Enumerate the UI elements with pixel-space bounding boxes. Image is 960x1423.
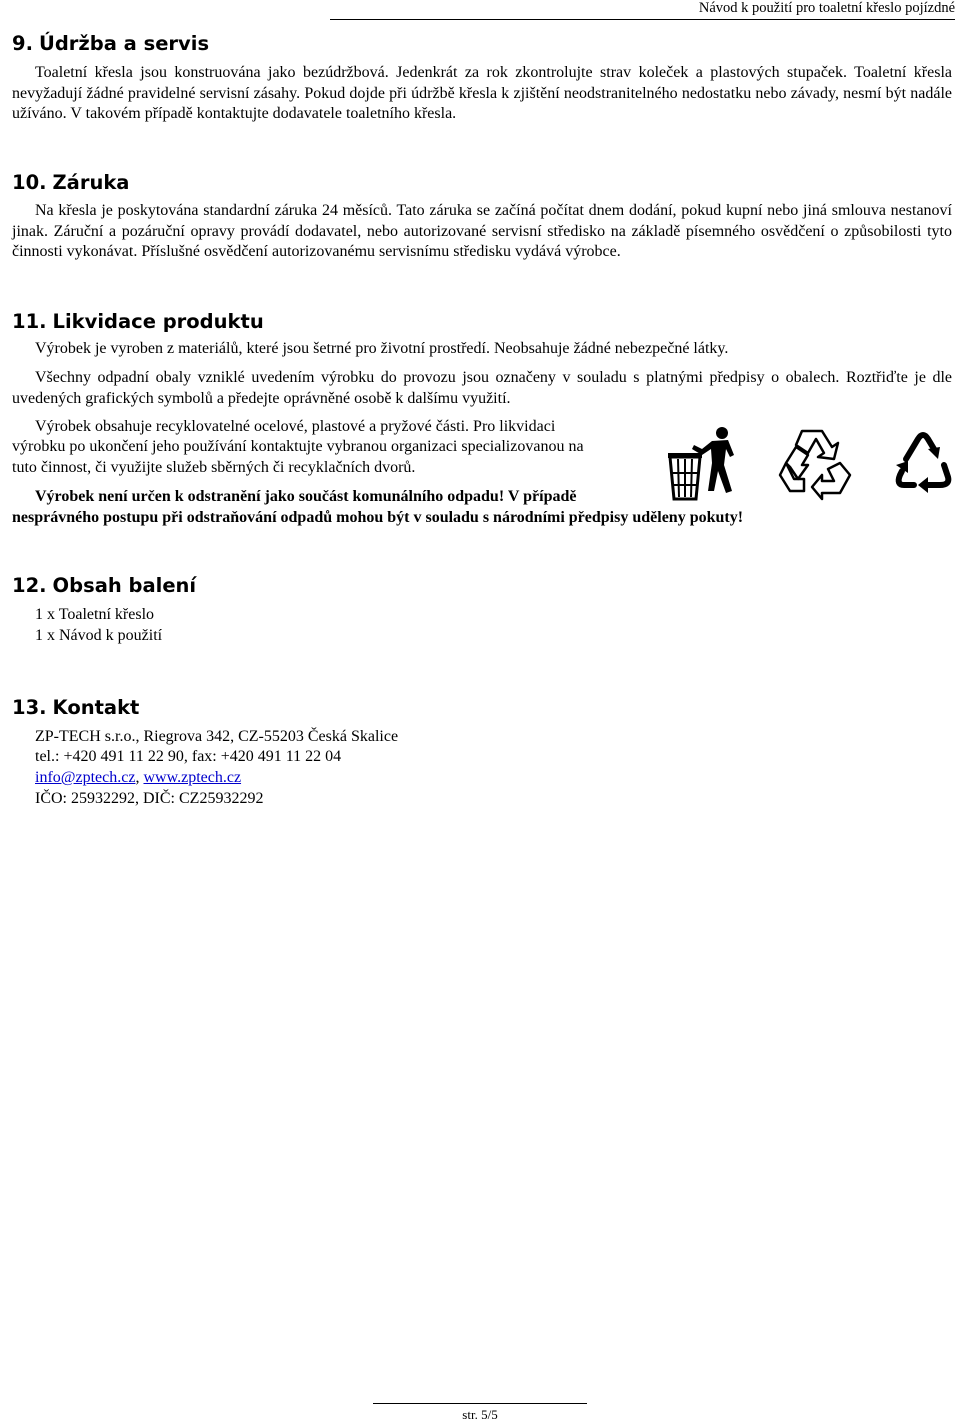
contact-company: ZP-TECH s.r.o., Riegrova 342, CZ-55203 Česká Skalice — [35, 728, 399, 745]
section-10-heading — [12, 171, 129, 195]
section-12-title: Obsah balení — [52, 574, 197, 597]
package-item-1: 1 x Toaletní křeslo — [35, 606, 155, 623]
section-10-number: 10. — [12, 171, 47, 194]
section-10-text: Na křesla je poskytována standardní záruka 24 měsíců. Tato záruka se začíná počítat dnem dodání, pokud kupní nebo jiná smlouva nestanoví jinak. Záruční a pozáruční opravy provádí dodavatel, nebo autorizované servisní středisko na základě písemného osvědčení o způsobilosti tyto činnosti vykonávat. Příslušné osvědčení autorizovanému servisnímu středisku vydává výrobce. — [12, 202, 952, 260]
header-title: Návod k použití pro toaletní křeslo pojízdné — [698, 0, 955, 16]
page-header — [330, 0, 955, 20]
recycling-triangle-icon — [894, 425, 952, 495]
package-item-2: 1 x Návod k použití — [35, 627, 163, 644]
contact-phone: tel.: +420 491 11 22 90, fax: +420 491 11 22 04 — [35, 748, 342, 765]
section-13-title: Kontakt — [52, 696, 140, 719]
section-9-text: Toaletní křesla jsou konstruována jako bezúdržbová. Jedenkrát za rok zkontrolujte strav koleček a plastových stupaček. Toaletní křesla nevyžadují žádné pravidelné servisní zásahy. Pokud dojde při údržbě křesla k zjištění neodstranitelného nedostatku nebo závady, nesmí být nadále užíváno. V takovém případě kontaktujte dodavatele toaletního křesla. — [12, 64, 952, 122]
section-12-heading — [12, 574, 196, 598]
contact-separator: , — [135, 769, 144, 786]
section-11-warning-line-1: Výrobek není určen k odstranění jako součást komunálního odpadu! V případě — [35, 488, 577, 505]
contact-links — [35, 768, 241, 789]
section-11-text-2: Všechny odpadní obaly vzniklé uvedením výrobku do provozu jsou označeny v souladu s platnými předpisy o obalech. Roztřiďte je dle uvedených grafických symbolů a předejte oprávněné osobě k dalšímu využití. — [12, 369, 952, 407]
page-number: str. 5/5 — [462, 1407, 498, 1422]
waste-bin-person-icon — [664, 425, 749, 503]
contact-email-link[interactable]: info@zptech.cz — [35, 769, 136, 786]
section-11-paragraph-1 — [12, 339, 952, 360]
section-11-text-1: Výrobek je vyroben z materiálů, které jsou šetrné pro životní prostředí. Neobsahuje žádné nebezpečné látky. — [35, 340, 729, 357]
section-9-heading — [12, 32, 209, 56]
section-10-title: Záruka — [52, 171, 130, 194]
section-9-title: Údržba a servis — [38, 32, 210, 55]
contact-web-link[interactable]: www.zptech.cz — [143, 769, 242, 786]
section-11-p3-line-2: výrobku po ukončení jeho používání kontaktujte vybranou organizaci specializovanou na — [12, 438, 584, 455]
section-9-paragraph — [12, 63, 952, 125]
section-12-number: 12. — [12, 574, 47, 597]
section-11-p3-line-3: tuto činnost, či využijte služeb sběrných či recyklačních dvorů. — [12, 459, 416, 476]
section-11-warning-line-2: nesprávného postupu při odstraňování odpadů mohou být v souladu s národními předpisy uděleny pokuty! — [12, 509, 744, 526]
section-9-number: 9. — [12, 32, 33, 55]
contact-ids: IČO: 25932292, DIČ: CZ25932292 — [35, 790, 264, 807]
section-11-paragraph-2 — [12, 368, 952, 409]
section-13-number: 13. — [12, 696, 47, 719]
section-13-heading — [12, 696, 139, 720]
section-10-paragraph — [12, 201, 952, 263]
section-11-p3-line-1: Výrobek obsahuje recyklovatelné ocelové, plastové a pryžové části. Pro likvidaci — [35, 418, 556, 435]
recycling-arrows-icon — [778, 425, 854, 501]
section-11-number: 11. — [12, 310, 47, 333]
section-11-heading — [12, 310, 264, 334]
footer-rule — [373, 1403, 587, 1404]
section-11-title: Likvidace produktu — [52, 310, 264, 333]
